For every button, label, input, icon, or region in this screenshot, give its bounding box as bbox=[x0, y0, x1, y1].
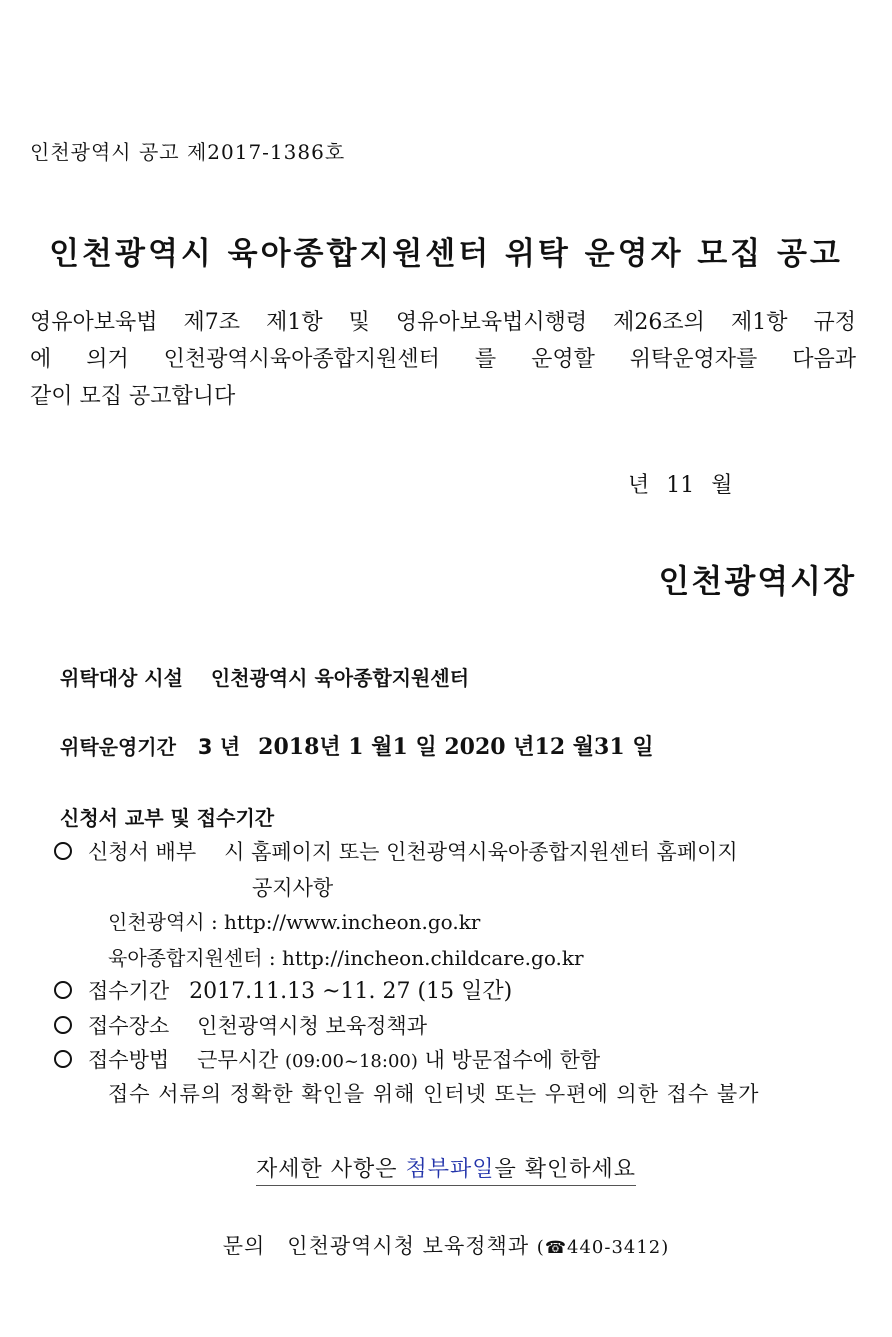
contact-label: 문의 bbox=[222, 1234, 266, 1258]
notice-date: 년 11 월 bbox=[628, 473, 733, 498]
reception-method-note: 접수 서류의 정확한 확인을 위해 인터넷 또는 우편에 의한 접수 불가 bbox=[108, 1082, 760, 1106]
distribution-label: 신청서 배부 bbox=[88, 840, 197, 864]
reception-place-label: 접수장소 bbox=[88, 1014, 170, 1038]
contact-value: 인천광역시청 보육정책과 bbox=[287, 1234, 537, 1258]
reception-place-item bbox=[54, 1010, 427, 1040]
distribution-item bbox=[54, 836, 738, 866]
intro-line-3: 같이 모집 공고합니다 bbox=[30, 384, 236, 409]
bullet-circle-icon bbox=[54, 1016, 72, 1034]
period-label: 위탁운영기간 bbox=[60, 735, 176, 759]
childcare-center-url[interactable]: 육아종합지원센터 : http://incheon.childcare.go.kr bbox=[108, 946, 584, 970]
contact-line bbox=[0, 1230, 892, 1260]
issuer-name: 인천광역시장 bbox=[658, 562, 856, 600]
reception-method-item bbox=[54, 1044, 600, 1074]
reception-place-value: 인천광역시청 보육정책과 bbox=[197, 1014, 427, 1038]
attachment-link[interactable]: 첨부파일 bbox=[405, 1157, 495, 1182]
notice-number: 인천광역시 공고 제2017-1386호 bbox=[30, 140, 346, 164]
bullet-circle-icon bbox=[54, 1050, 72, 1068]
intro-paragraph bbox=[30, 304, 856, 415]
bullet-circle-icon bbox=[54, 981, 72, 999]
facility-value: 인천광역시 육아종합지원센터 bbox=[210, 666, 470, 690]
telephone-icon: ☎ bbox=[544, 1238, 567, 1258]
period-row bbox=[60, 730, 654, 761]
period-value: 2018년 1 월1 일 2020 년12 월31 일 bbox=[258, 734, 654, 760]
city-homepage-url[interactable]: 인천광역시 : http://www.incheon.go.kr bbox=[108, 910, 481, 934]
distribution-text: 시 홈페이지 또는 인천광역시육아종합지원센터 홈페이지 bbox=[224, 840, 738, 864]
reception-period-value: 2017.11.13 ~11. 27 (15 일간) bbox=[189, 979, 513, 1004]
reception-method-label: 접수방법 bbox=[88, 1048, 170, 1072]
reception-hours: (09:00~18:00) bbox=[285, 1051, 418, 1072]
facility-row bbox=[60, 662, 469, 691]
reception-period-item bbox=[54, 974, 512, 1005]
bullet-circle-icon bbox=[54, 842, 72, 860]
facility-label: 위탁대상 시설 bbox=[60, 666, 183, 690]
intro-line-2: 에 의거 인천광역시육아종합지원센터 를 운영할 위탁운영자를 다음과 bbox=[30, 347, 856, 372]
contact-phone: 440-3412) bbox=[567, 1237, 670, 1258]
period-years: 3 년 bbox=[197, 735, 241, 759]
reception-period-label: 접수기간 bbox=[88, 979, 170, 1003]
intro-line-1: 영유아보육법 제7조 제1항 및 영유아보육법시행령 제26조의 제1항 규정 bbox=[30, 310, 856, 335]
phone-open-paren: ( bbox=[536, 1237, 545, 1258]
page-title: 인천광역시 육아종합지원센터 위탁 운영자 모집 공고 bbox=[49, 236, 843, 272]
distribution-text-2: 공지사항 bbox=[252, 876, 334, 900]
detail-after: 을 확인하세요 bbox=[494, 1157, 637, 1182]
detail-before: 자세한 사항은 bbox=[255, 1157, 406, 1182]
reception-method-value-a: 근무시간 bbox=[197, 1048, 279, 1072]
detail-underline bbox=[256, 1152, 636, 1186]
reception-method-value-b: 내 방문접수에 한함 bbox=[424, 1048, 601, 1072]
detail-notice bbox=[0, 1152, 892, 1186]
application-heading: 신청서 교부 및 접수기간 bbox=[60, 806, 275, 830]
